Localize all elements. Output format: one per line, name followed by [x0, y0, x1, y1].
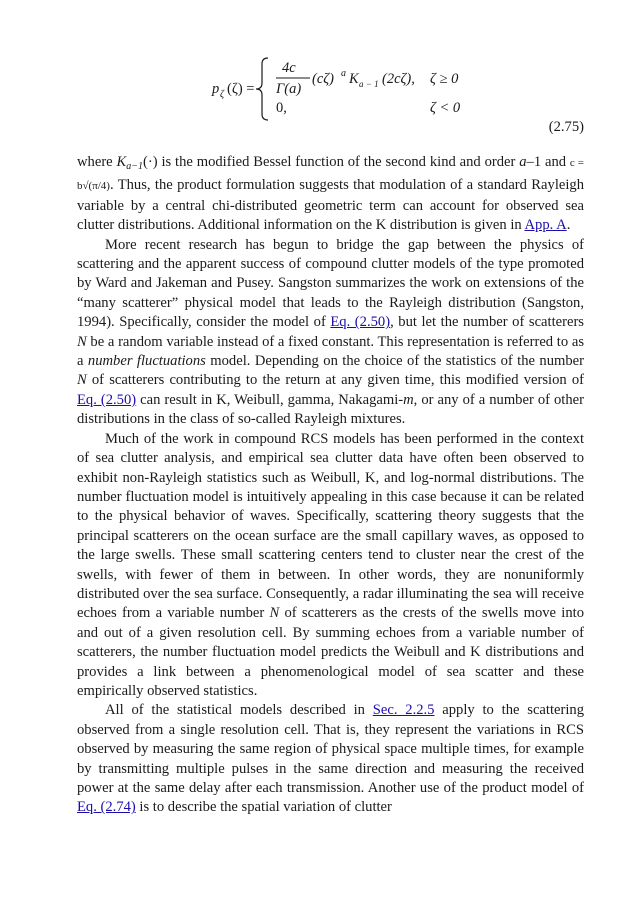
eq-lhs-sub: ζ	[220, 89, 225, 100]
eq-case2-expr: 0,	[276, 100, 287, 116]
equation-2-75	[210, 52, 470, 126]
paragraph-4: All of the statistical models described in Sec. 2.2.5 apply to the scattering observed from a single resolution cell. That is, they represent the variations in RCS observed by measuring the same region of physical space multiple times, for example by transmitting multiple pulses in the same direction and measuring the received power at the same delay after each transmission. Another use of the product model of Eq. (2.74) is to describe the spatial variation of clutter	[77, 702, 585, 816]
link-eq-2-50-second[interactable]: Eq. (2.50)	[77, 391, 137, 408]
c-definition: c = b√(π/4)	[77, 157, 584, 193]
eq-case1-bessel: K	[349, 71, 359, 87]
paragraph-3: Much of the work in compound RCS models has been performed in the context of sea clutter analysis, and empirical sea clutter data have often been observed to exhibit non-Rayleigh statistics such as Weibull, K, and log-normal distributions. The number fluctuation model is intuitively appealing in this case because it can be related to the physical behavior of waves. Specifically, scattering theory suggests that the principal scatterers on the ocean surface are the small capillary waves, as opposed to the large swells. These small scattering centers tend to cluster near the crest of the swells, with fewer of them in between. In other words, they are nonuniformly distributed over the sea surface. Consequently, a radar illuminating the sea will receive echoes from a variable number N of scatterers as the crests of the swells move into and out of a given resolution cell. By summing echoes from a variable number of scatterers, the number fluctuation model predicts the Weibull and K distributions and provides a link between a phenomenological model of sea scatter and these empirically observed statistics.	[77, 430, 584, 699]
paragraph-1: where $K_{a-1}(\cdot)$ is the modified Bessel function of the second kind and order a–1 and c = b√(π/4). Thus, the product formulation suggests that modulation of a standard Rayleigh variable by a central chi-distributed geometric term can account for observed sea clutter distributions. Additional information on the K distribution is given in App. A.	[77, 154, 584, 234]
paragraph-2: More recent research has begun to bridge the gap between the physics of scattering and the apparent success of compound clutter models of the type promoted by Ward and Jakeman and Pusey. Sangston summarizes the work on extensions of the “many scatterer” physical model that leads to the Rayleigh distribution (Sangston, 1994). Specifically, consider the model of Eq. (2.50), but let the number of scatterers N be a random variable instead of a fixed constant. This representation is referred to as a number fluctuations model. Depending on the choice of the statistics of the number N of scatterers contributing to the return at any given time, this modified version of Eq. (2.50) can result in K, Weibull, gamma, Nakagami-m, or any of a number of other distributions in the class of so-called Rayleigh mixtures.	[77, 236, 584, 428]
link-app-a[interactable]: App. A	[524, 217, 567, 234]
eq-lhs-arg: (ζ) =	[227, 81, 255, 97]
eq-lhs: p	[212, 81, 220, 97]
link-sec-2-2-5[interactable]: Sec. 2.2.5	[372, 702, 435, 719]
eq-num: 4c	[282, 60, 296, 76]
body-text	[77, 153, 584, 818]
eq-case2-cond: ζ < 0	[430, 100, 461, 116]
eq-case1-exp: a	[341, 68, 346, 79]
eq-den: Γ(a)	[276, 81, 302, 97]
link-eq-2-74[interactable]: Eq. (2.74)	[77, 799, 136, 816]
eq-case1-arg: (2cζ),	[382, 71, 415, 87]
link-eq-2-50[interactable]: Eq. (2.50)	[330, 314, 391, 331]
eq-case1-expr: (cζ)	[312, 71, 334, 87]
eq-case1-cond: ζ ≥ 0	[430, 71, 459, 87]
equation-number: (2.75)	[548, 119, 584, 135]
eq-case1-bessel-sub: a − 1	[359, 79, 379, 89]
